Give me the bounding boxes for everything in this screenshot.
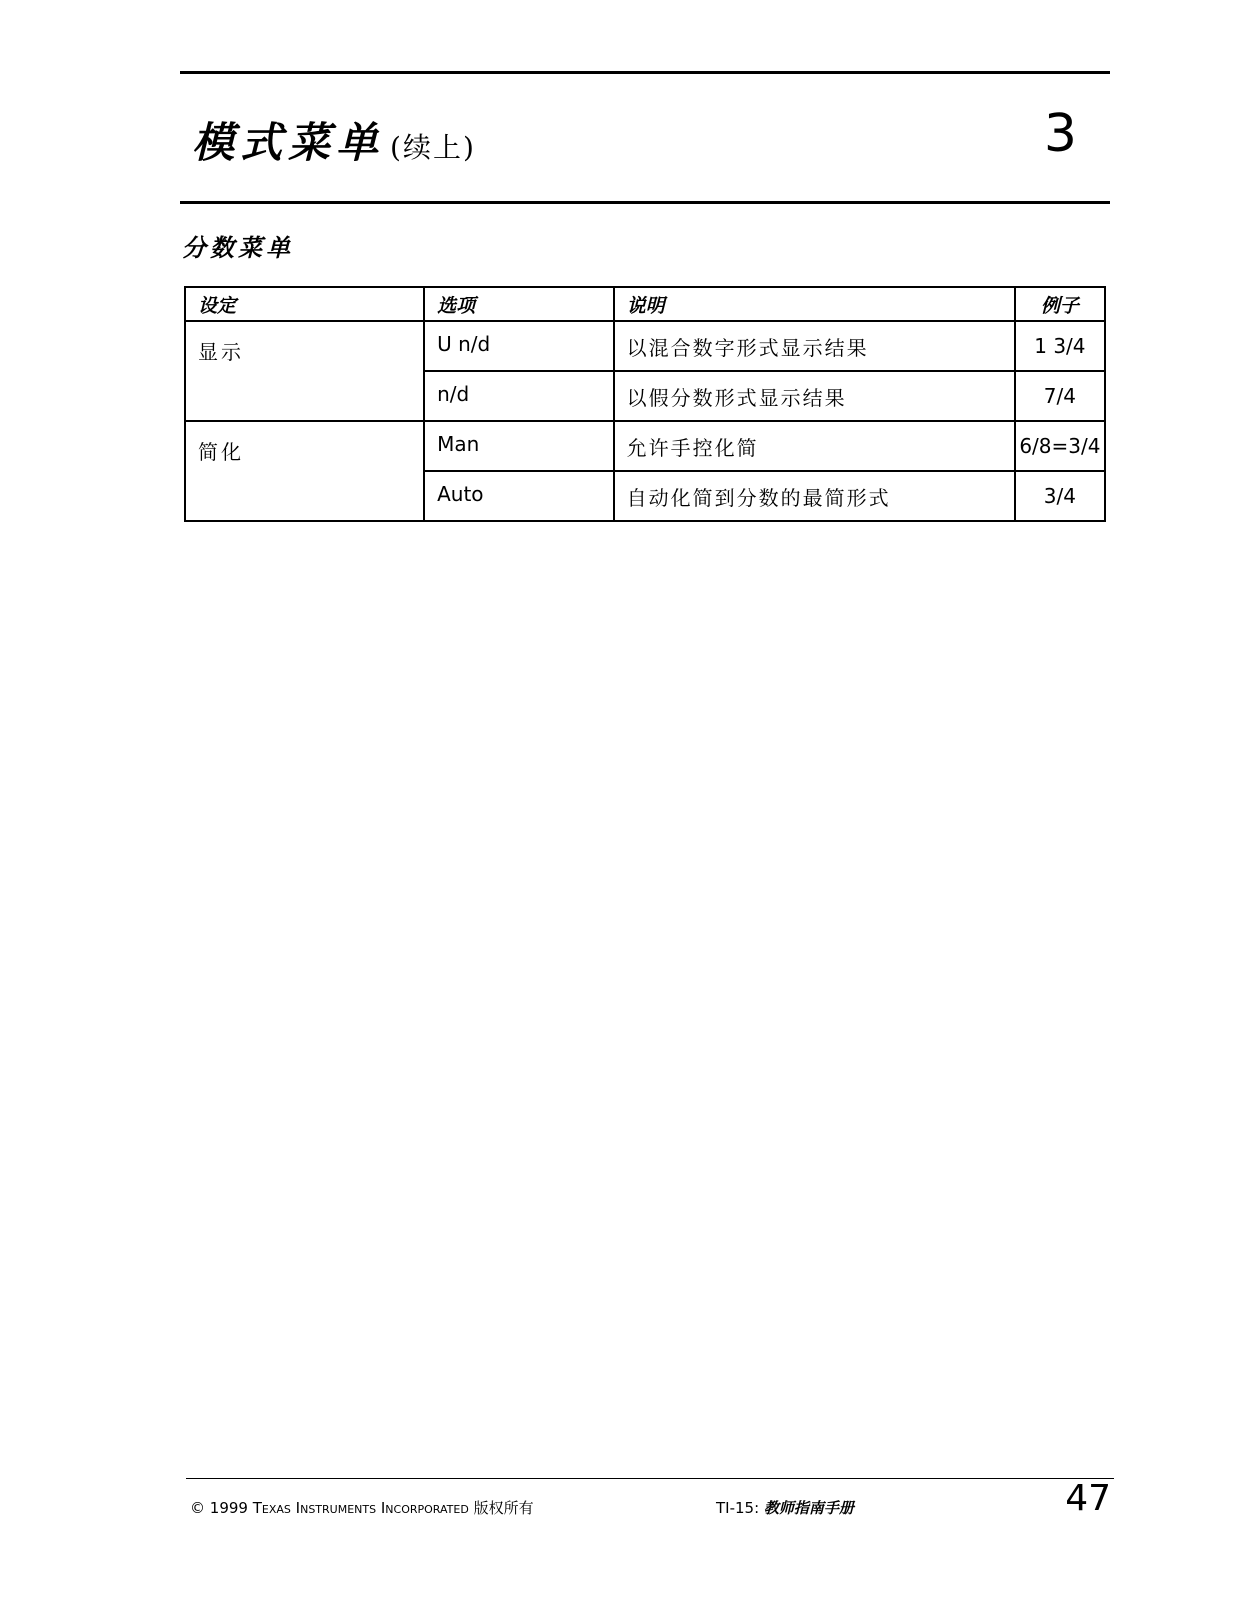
footer-copyright <box>190 1497 534 1518</box>
example-cell: 7/4 <box>1015 371 1105 421</box>
copyright-year: 1999 <box>209 1499 248 1517</box>
option-cell: Auto <box>424 471 613 521</box>
footer-product <box>716 1497 854 1518</box>
chapter-title <box>192 110 476 170</box>
description-cell: 自动化简到分数的最简形式 <box>614 471 1015 521</box>
fraction-menu-table <box>184 286 1106 522</box>
description-cell: 允许手控化简 <box>614 421 1015 471</box>
header-example: 例子 <box>1015 287 1105 321</box>
example-cell: 3/4 <box>1015 471 1105 521</box>
table-header-row <box>185 287 1105 321</box>
header-bottom-rule <box>180 201 1110 204</box>
copyright-symbol: © <box>190 1499 205 1517</box>
header-top-rule <box>180 71 1110 74</box>
footer-rule <box>186 1478 1114 1479</box>
example-cell: 6/8=3/4 <box>1015 421 1105 471</box>
description-cell: 以混合数字形式显示结果 <box>614 321 1015 371</box>
option-cell: U n/d <box>424 321 613 371</box>
option-cell: Man <box>424 421 613 471</box>
copyright-rights: 版权所有 <box>473 1499 534 1517</box>
chapter-title-text: 模式菜单 <box>192 118 385 167</box>
setting-display: 显示 <box>185 321 424 421</box>
copyright-company: Texas Instruments Incorporated <box>252 1499 469 1517</box>
product-name: TI-15: <box>716 1499 760 1517</box>
guide-name: 教师指南手册 <box>763 1499 854 1517</box>
setting-simplify: 简化 <box>185 421 424 521</box>
header-option: 选项 <box>424 287 613 321</box>
chapter-subtitle: (续上) <box>390 131 476 164</box>
page-number: 47 <box>1065 1478 1111 1519</box>
table-row <box>185 421 1105 471</box>
description-cell: 以假分数形式显示结果 <box>614 371 1015 421</box>
header-description: 说明 <box>614 287 1015 321</box>
option-cell: n/d <box>424 371 613 421</box>
example-cell: 1 3/4 <box>1015 321 1105 371</box>
table-row <box>185 321 1105 371</box>
chapter-number: 3 <box>1043 104 1077 164</box>
section-title: 分数菜单 <box>182 233 294 262</box>
header-setting: 设定 <box>185 287 424 321</box>
